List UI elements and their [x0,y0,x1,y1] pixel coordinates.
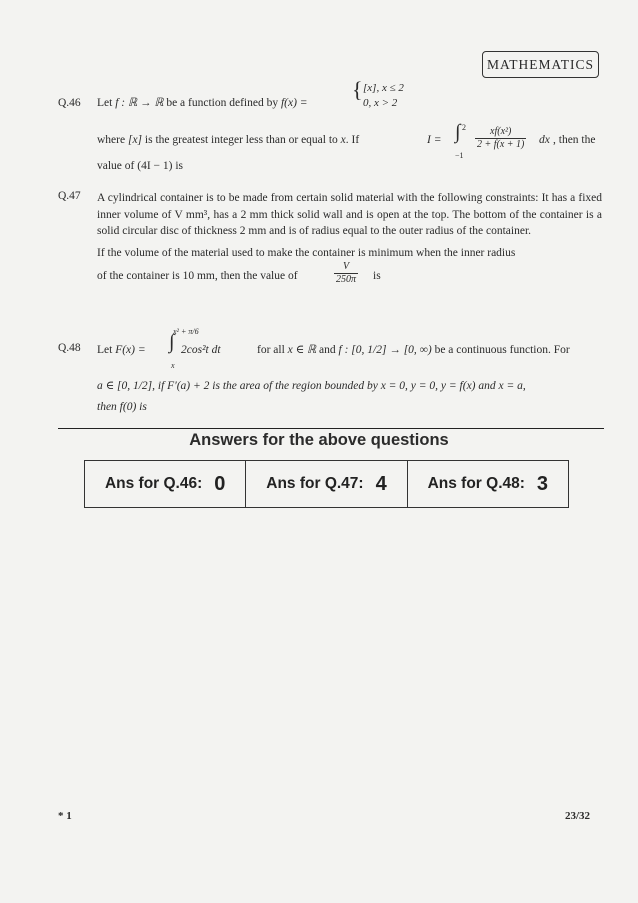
answer-label: Ans for Q.46: [104,475,203,492]
q46-function-map: f : ℝ → ℝ [115,97,164,109]
q46-bracket-x: [x] [127,134,143,146]
footer-mark: * 1 [58,810,72,822]
q46-dx: dx [539,134,550,146]
answer-value: 3 [536,472,549,495]
q48-a-in: a ∈ [97,380,115,392]
answer-label: Ans for Q.48: [427,475,525,492]
q48-integrand: 2cos²t dt [181,344,221,356]
q48-interval2: [0, 1/2] [117,380,153,392]
q47-fraction [334,261,358,286]
q46-int-lower: −1 [455,151,464,160]
q48-f-map: f : [338,344,349,356]
q48-let: Let [97,344,113,356]
q46-int-upper: 2 [462,123,466,132]
q47-body [97,190,602,293]
q48-body [97,322,602,415]
q46-case-brace: { [352,77,363,102]
q46-I-eq: I = [427,134,442,146]
section-divider [58,428,604,429]
answers-title: Answers for the above questions [189,431,449,449]
q48-int-upper: x² + π/6 [173,327,199,336]
q47-para1: A cylindrical container is to be made from certain solid material with the following constraints: It has a fixed inner volume of V mm³, has a 2 mm thick solid wall and is open at the top. The bottom of the container is a solid circular disc of thickness 2 mm and is of radius equal to the outer radius of the container. [97,192,602,237]
q46-line3: value of (4I − 1) is [97,160,184,172]
q47-is: is [373,270,381,282]
q48-x-in-R: x ∈ ℝ [287,344,317,356]
q48-interval1: [0, 1/2] [351,344,387,356]
answer-cell-q48 [408,461,568,507]
q48-area-text: , if F′(a) + 2 is the area of the region bounded by x = 0, y = 0, y = f(x) and x = a, [152,380,526,392]
answers-table [84,460,569,508]
q48-number: Q.48 [58,342,81,354]
q48-forall: for all [257,344,285,356]
q46-frac-num: xf(x²) [475,126,526,139]
q46-frac-den: 2 + f(x + 1) [477,139,525,150]
q47-line-last: of the container is 10 mm, then the value of [97,270,298,282]
q48-continuous: be a continuous function. For [434,344,570,356]
q46-fraction [475,126,526,151]
q46-cases [363,81,404,111]
page-number: 23/32 [565,810,591,822]
q46-if: . If [345,134,360,146]
q46-defined-by: be a function defined by [166,97,279,109]
q48-Fx: F(x) = [115,344,146,356]
q48-line3: then f(0) is [97,400,147,413]
q48-int-lower: x [171,361,175,370]
q47-frac-den: 250π [336,274,357,285]
q48-integral-sign: ∫ [169,331,175,353]
q46-let: Let [97,97,113,109]
answer-value: 4 [375,472,387,495]
q47-frac-num: V [334,261,358,274]
answer-cell-q47 [246,461,407,507]
q46-case-2: 0, x > 2 [363,97,398,109]
q46-fx: f(x) = [280,97,308,109]
q46-case-1: [x], x ≤ 2 [363,82,404,94]
subject-label: MATHEMATICS [482,51,599,78]
q46-x: x [340,134,346,146]
q46-integral-sign: ∫ [455,121,461,143]
q47-number: Q.47 [58,190,81,202]
answer-cell-q46 [85,461,246,507]
q47-para2: If the volume of the material used to make the container is minimum when the inner radius [97,246,516,259]
q46-body [97,77,602,175]
q48-arrow: → [0, ∞) [389,344,432,356]
answer-value: 0 [214,472,226,495]
answer-label: Ans for Q.47: [266,475,364,492]
q48-and: and [319,344,336,356]
q46-where: where [97,134,126,146]
q46-number: Q.46 [58,97,81,109]
q46-gil-text: is the greatest integer less than or equal to [144,134,338,146]
q46-then: , then the [553,134,596,146]
